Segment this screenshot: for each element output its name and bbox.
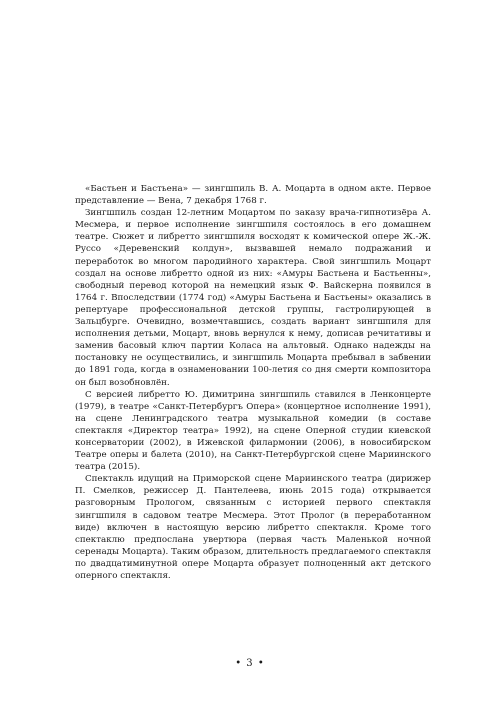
paragraph-intro: «Бастьен и Бастьена» — зингшпиль В. А. Моцарта в одном акте. Первое представление — Вена, 7 декабря 1768 г. — [75, 184, 431, 207]
paragraph-history: Зингшпиль создан 12-летним Моцартом по заказу врача-гипнотизёра А. Месмера, и первое исполнение зингшпиля состоялось в его домашнем театре. Сюжет и либретто зингшпиля восходят к комической опере Ж.-Ж. Руссо «Деревенский колдун», вызвавшей немало подражаний и переработок во многом пародийного характера. Свой зингшпиль Моцарт создал на основе либретто одной из них: «Амуры Бастьена и Бастьенны», свободный перевод которой на немецкий язык Ф. Вайскерна появился в 1764 г. Впоследствии (1774 год) «Амуры Бастьена и Бастьены» оказались в репертуаре профессиональной детской группы, гастролирующей в Зальцбурге. Очевидно, возмечтавшись, создать вариант зингшпиля для исполнения детьми, Моцарт, вновь вернулся к нему, дописав речитативы и заменив басовый ключ партии Коласа на альтовый. Однако надежды на постановку не осуществились, и зингшпиль Моцарта пребывал в забвении до 1891 года, когда в ознаменовании 100-летия со дня смерти композитора он был возобновлён. — [75, 208, 431, 388]
body-text — [75, 183, 431, 582]
paragraph-productions: С версией либретто Ю. Димитрина зингшпиль ставился в Ленконцерте (1979), в театре «Санкт-Петербургъ Опера» (концертное исполнение 1991), на сцене Ленинградского театра музыкальной комедии (в составе спектакля «Директор театра» 1992), на сцене Оперной студии киевской консерватории (2002), в Ижевской филармонии (2006), в новосибирском Театре оперы и балета (2010), на Санкт-Петербургской сцене Мариинского театра (2015). — [75, 389, 431, 473]
page-number: • 3 • — [235, 658, 265, 669]
paragraph-current-staging: Спектакль идущий на Приморской сцене Мариинского театра (дирижер П. Смелков, режиссер Д. Пантелеева, июнь 2015 года) открывается разговорным Прологом, связанным с историей первого спектакля зингшпиля в садовом театре Месмера. Этот Пролог (в переработанном виде) включен в настоящую версию либретто спектакля. Кроме того спектаклю предпослана увертюра (первая часть Маленькой ночной серенады Моцарта). Таким образом, длительность предлагаемого спектакля по двадцатиминутной опере Моцарта образует полноценный акт детского оперного спектакля. — [75, 474, 431, 581]
